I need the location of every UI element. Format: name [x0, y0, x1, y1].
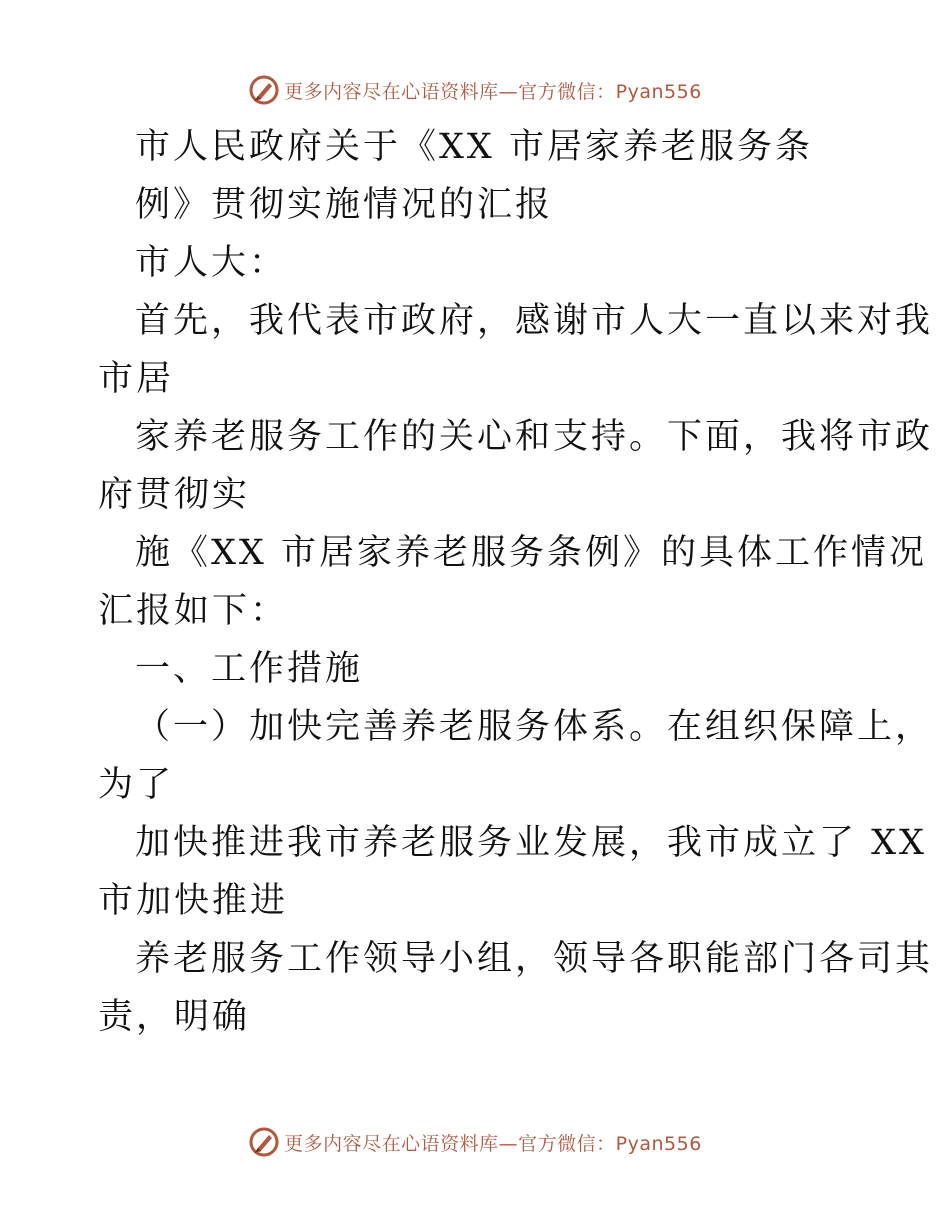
paragraph-line: 府贯彻实 [98, 475, 251, 515]
watermark-text: 更多内容尽在心语资料库—官方微信：Pyan556 [284, 80, 702, 103]
doc-title-line: 市人民政府关于《XX 市居家养老服务条 [135, 127, 813, 167]
paragraph-line: 家养老服务工作的关心和支持。下面，我将市政 [135, 417, 934, 457]
paragraph-line: 汇报如下： [98, 591, 289, 631]
paragraph-line: 为了 [98, 765, 175, 805]
pen-logo-icon [248, 74, 280, 106]
watermark-text: 更多内容尽在心语资料库—官方微信：Pyan556 [284, 1132, 702, 1155]
section-heading: 一、工作措施 [135, 649, 364, 689]
salutation: 市人大： [135, 243, 288, 283]
paragraph-line: 首先，我代表市政府，感谢市人大一直以来对我 [135, 301, 934, 341]
pen-logo-icon [248, 1126, 280, 1158]
paragraph-line: （一）加快完善养老服务体系。在组织保障上， [135, 707, 934, 747]
paragraph-line: 加快推进我市养老服务业发展，我市成立了 XX [135, 823, 927, 863]
paragraph-line: 施《XX 市居家养老服务条例》的具体工作情况 [135, 533, 927, 573]
footer-watermark [0, 1122, 950, 1162]
doc-title-line: 例》贯彻实施情况的汇报 [135, 185, 554, 225]
paragraph-line: 市加快推进 [98, 881, 289, 921]
header-watermark [0, 70, 950, 110]
paragraph-line: 责，明确 [98, 997, 251, 1037]
paragraph-line: 市居 [98, 359, 175, 399]
paragraph-line: 养老服务工作领导小组，领导各职能部门各司其 [135, 939, 934, 979]
